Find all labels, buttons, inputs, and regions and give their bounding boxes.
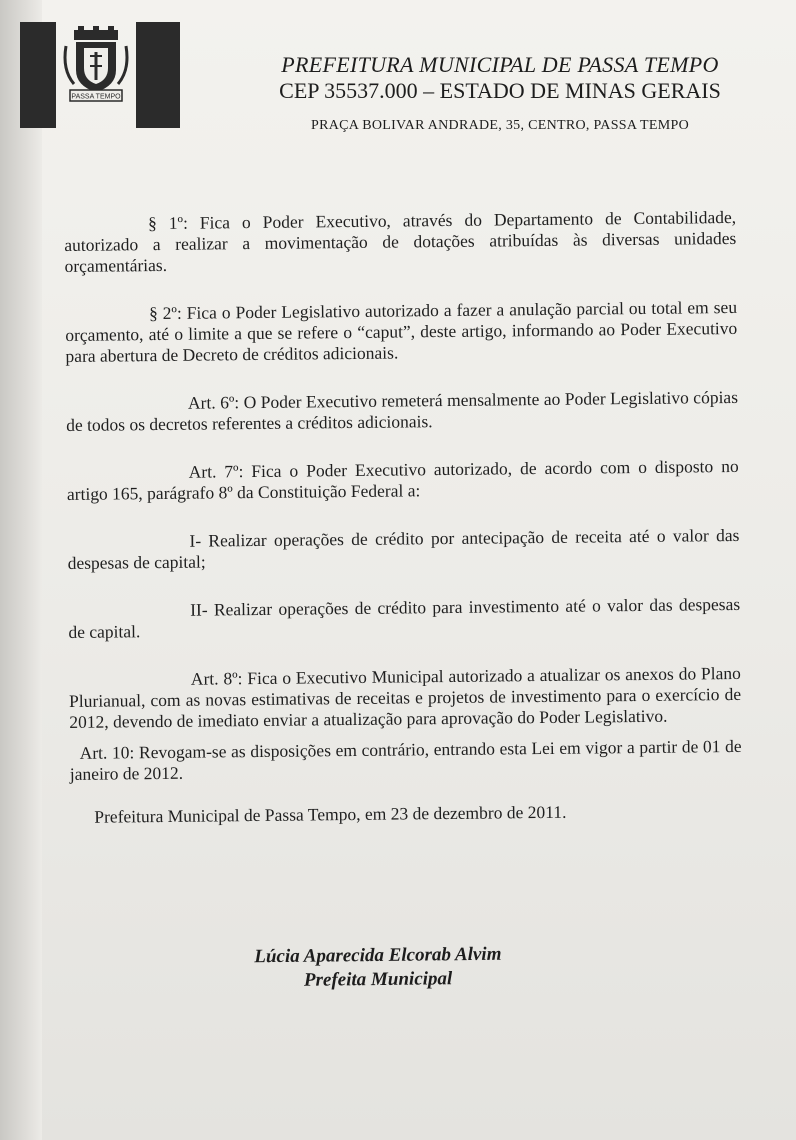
binding-gutter (0, 0, 42, 1140)
header-title: PREFEITURA MUNICIPAL DE PASSA TEMPO (281, 52, 719, 77)
header-bar-right (136, 22, 180, 128)
paragraph-item-ii: II- Realizar operações de crédito para investimento até o valor das despesas de capital. (68, 593, 741, 642)
paragraph-date: Prefeitura Municipal de Passa Tempo, em 23 de dezembro de 2011. (94, 801, 567, 827)
paragraph-art7: Art. 7º: Fica o Poder Executivo autorizado, de acordo com o disposto no artigo 165, parágrafo 8º da Constituição Federal a: (66, 455, 739, 504)
signatory-name: Lúcia Aparecida Elcorab Alvim (254, 943, 502, 968)
signatory-role: Prefeita Municipal (303, 968, 453, 991)
paragraph-art8: Art. 8º: Fica o Executivo Municipal autorizado a atualizar os anexos do Plano Plurianual, com as novas estimativas de receitas e projetos de investimento para o exercício de 2012, devendo de imediato enviar a atualização para aprovação do Poder Legislativo. (68, 662, 742, 732)
header-bar-left (20, 22, 56, 128)
paragraph-art10: Art. 10: Revogam-se as disposições em contrário, entrando esta Lei em vigor a partir de 01 de janeiro de 2012. (69, 735, 742, 784)
paragraph-1: § 1º: Fica o Poder Executivo, através do Departamento de Contabilidade, autorizado a realizar a movimentação de dotações atribuídas às diversas unidades orçamentárias. (64, 206, 737, 276)
letterhead (250, 52, 750, 134)
header-subtitle: CEP 35537.000 – ESTADO DE MINAS GERAIS (279, 78, 721, 103)
header-address: PRAÇA BOLIVAR ANDRADE, 35, CENTRO, PASSA TEMPO (310, 118, 689, 133)
paragraph-item-i: I- Realizar operações de crédito por antecipação de receita até o valor das despesas de capital; (67, 524, 740, 573)
paragraph-art6: Art. 6º: O Poder Executivo remeterá mensalmente ao Poder Legislativo cópias de todos os decretos referentes a créditos adicionais. (66, 386, 739, 435)
paragraph-2: § 2º: Fica o Poder Legislativo autorizado a fazer a anulação parcial ou total em seu orçamento, até o limite a que se refere o “caput”, deste artigo, informando ao Poder Executivo para abertura de Decreto de créditos adicionais. (65, 296, 738, 366)
municipal-crest-icon (60, 26, 132, 106)
document-body (64, 207, 743, 855)
signature-block (228, 942, 528, 993)
svg-text:PASSA TEMPO: PASSA TEMPO (71, 93, 121, 101)
